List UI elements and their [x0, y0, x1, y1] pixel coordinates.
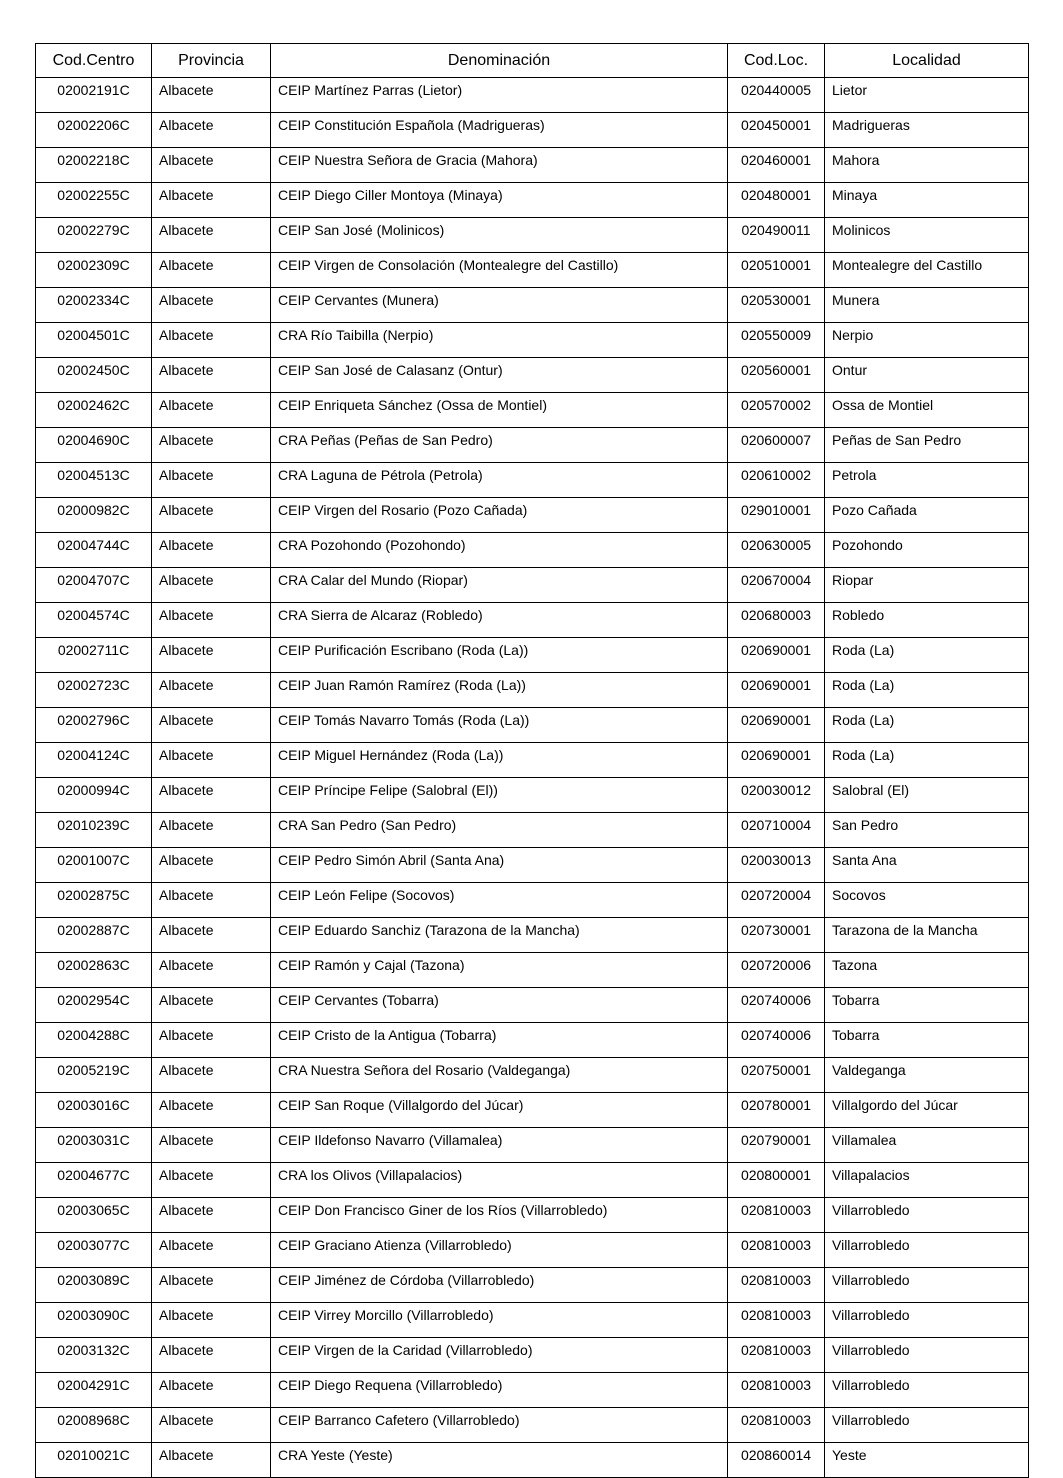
- localidad-cell: Socovos: [825, 883, 1029, 918]
- cod-centro-cell: 02004744C: [36, 533, 152, 568]
- localidad-cell: Minaya: [825, 183, 1029, 218]
- cod-loc-cell: 020450001: [728, 113, 825, 148]
- table-row: [36, 1233, 1029, 1268]
- table-row: [36, 498, 1029, 533]
- cod-centro-cell: 02002309C: [36, 253, 152, 288]
- cod-centro-cell: 02003065C: [36, 1198, 152, 1233]
- header-denominacion: Denominación: [271, 44, 728, 78]
- cod-loc-cell: 020740006: [728, 1023, 825, 1058]
- cod-centro-cell: 02003090C: [36, 1303, 152, 1338]
- localidad-cell: Roda (La): [825, 708, 1029, 743]
- cod-centro-cell: 02003132C: [36, 1338, 152, 1373]
- provincia-cell: Albacete: [152, 113, 271, 148]
- denominacion-cell: CEIP Miguel Hernández (Roda (La)): [271, 743, 728, 778]
- table-row: [36, 288, 1029, 323]
- cod-loc-cell: 020790001: [728, 1128, 825, 1163]
- cod-loc-cell: 029010001: [728, 498, 825, 533]
- denominacion-cell: CEIP Enriqueta Sánchez (Ossa de Montiel): [271, 393, 728, 428]
- localidad-cell: Roda (La): [825, 743, 1029, 778]
- cod-loc-cell: 020460001: [728, 148, 825, 183]
- localidad-cell: Molinicos: [825, 218, 1029, 253]
- header-row: [36, 44, 1029, 78]
- cod-centro-cell: 02004707C: [36, 568, 152, 603]
- cod-centro-cell: 02004124C: [36, 743, 152, 778]
- provincia-cell: Albacete: [152, 1373, 271, 1408]
- localidad-cell: Villamalea: [825, 1128, 1029, 1163]
- header-cod-centro: Cod.Centro: [36, 44, 152, 78]
- provincia-cell: Albacete: [152, 708, 271, 743]
- provincia-cell: Albacete: [152, 218, 271, 253]
- provincia-cell: Albacete: [152, 813, 271, 848]
- provincia-cell: Albacete: [152, 323, 271, 358]
- localidad-cell: Tobarra: [825, 988, 1029, 1023]
- denominacion-cell: CEIP Graciano Atienza (Villarrobledo): [271, 1233, 728, 1268]
- table-row: [36, 428, 1029, 463]
- table-row: [36, 253, 1029, 288]
- provincia-cell: Albacete: [152, 1163, 271, 1198]
- cod-loc-cell: 020810003: [728, 1233, 825, 1268]
- cod-centro-cell: 02004574C: [36, 603, 152, 638]
- localidad-cell: Mahora: [825, 148, 1029, 183]
- table-row: [36, 638, 1029, 673]
- cod-loc-cell: 020030013: [728, 848, 825, 883]
- cod-loc-cell: 020740006: [728, 988, 825, 1023]
- denominacion-cell: CEIP Nuestra Señora de Gracia (Mahora): [271, 148, 728, 183]
- cod-loc-cell: 020530001: [728, 288, 825, 323]
- header-provincia: Provincia: [152, 44, 271, 78]
- table-row: [36, 463, 1029, 498]
- cod-centro-cell: 02004690C: [36, 428, 152, 463]
- denominacion-cell: CRA Río Taibilla (Nerpio): [271, 323, 728, 358]
- provincia-cell: Albacete: [152, 988, 271, 1023]
- denominacion-cell: CEIP San José de Calasanz (Ontur): [271, 358, 728, 393]
- cod-loc-cell: 020680003: [728, 603, 825, 638]
- localidad-cell: Salobral (El): [825, 778, 1029, 813]
- cod-centro-cell: 02003077C: [36, 1233, 152, 1268]
- localidad-cell: Santa Ana: [825, 848, 1029, 883]
- cod-centro-cell: 02001007C: [36, 848, 152, 883]
- provincia-cell: Albacete: [152, 848, 271, 883]
- cod-centro-cell: 02003016C: [36, 1093, 152, 1128]
- localidad-cell: Tobarra: [825, 1023, 1029, 1058]
- provincia-cell: Albacete: [152, 953, 271, 988]
- cod-centro-cell: 02002875C: [36, 883, 152, 918]
- provincia-cell: Albacete: [152, 603, 271, 638]
- localidad-cell: Ontur: [825, 358, 1029, 393]
- provincia-cell: Albacete: [152, 358, 271, 393]
- denominacion-cell: CEIP Cervantes (Munera): [271, 288, 728, 323]
- denominacion-cell: CEIP Ildefonso Navarro (Villamalea): [271, 1128, 728, 1163]
- cod-loc-cell: 020810003: [728, 1303, 825, 1338]
- table-row: [36, 393, 1029, 428]
- localidad-cell: Pozohondo: [825, 533, 1029, 568]
- table-row: [36, 1128, 1029, 1163]
- cod-loc-cell: 020550009: [728, 323, 825, 358]
- denominacion-cell: CRA San Pedro (San Pedro): [271, 813, 728, 848]
- denominacion-cell: CEIP San José (Molinicos): [271, 218, 728, 253]
- cod-centro-cell: 02003031C: [36, 1128, 152, 1163]
- table-row: [36, 883, 1029, 918]
- cod-loc-cell: 020720006: [728, 953, 825, 988]
- provincia-cell: Albacete: [152, 1303, 271, 1338]
- cod-centro-cell: 02004677C: [36, 1163, 152, 1198]
- table-row: [36, 358, 1029, 393]
- table-row: [36, 848, 1029, 883]
- cod-centro-cell: 02010239C: [36, 813, 152, 848]
- table-row: [36, 113, 1029, 148]
- cod-loc-cell: 020670004: [728, 568, 825, 603]
- provincia-cell: Albacete: [152, 533, 271, 568]
- cod-loc-cell: 020510001: [728, 253, 825, 288]
- provincia-cell: Albacete: [152, 673, 271, 708]
- provincia-cell: Albacete: [152, 1023, 271, 1058]
- denominacion-cell: CRA Yeste (Yeste): [271, 1443, 728, 1478]
- provincia-cell: Albacete: [152, 883, 271, 918]
- cod-centro-cell: 02000982C: [36, 498, 152, 533]
- table-row: [36, 918, 1029, 953]
- localidad-cell: Villarrobledo: [825, 1233, 1029, 1268]
- cod-centro-cell: 02004288C: [36, 1023, 152, 1058]
- provincia-cell: Albacete: [152, 393, 271, 428]
- localidad-cell: San Pedro: [825, 813, 1029, 848]
- provincia-cell: Albacete: [152, 1093, 271, 1128]
- cod-centro-cell: 02002954C: [36, 988, 152, 1023]
- cod-loc-cell: 020480001: [728, 183, 825, 218]
- provincia-cell: Albacete: [152, 253, 271, 288]
- cod-loc-cell: 020810003: [728, 1408, 825, 1443]
- provincia-cell: Albacete: [152, 183, 271, 218]
- table-row: [36, 1408, 1029, 1443]
- cod-centro-cell: 02002723C: [36, 673, 152, 708]
- cod-loc-cell: 020780001: [728, 1093, 825, 1128]
- cod-centro-cell: 02010021C: [36, 1443, 152, 1478]
- cod-centro-cell: 02000994C: [36, 778, 152, 813]
- denominacion-cell: CEIP Constitución Española (Madrigueras): [271, 113, 728, 148]
- localidad-cell: Villarrobledo: [825, 1373, 1029, 1408]
- cod-loc-cell: 020810003: [728, 1198, 825, 1233]
- localidad-cell: Riopar: [825, 568, 1029, 603]
- denominacion-cell: CEIP Don Francisco Giner de los Ríos (Villarrobledo): [271, 1198, 728, 1233]
- denominacion-cell: CEIP Virgen del Rosario (Pozo Cañada): [271, 498, 728, 533]
- table-row: [36, 743, 1029, 778]
- table-row: [36, 603, 1029, 638]
- denominacion-cell: CEIP Virgen de Consolación (Montealegre del Castillo): [271, 253, 728, 288]
- cod-centro-cell: 02002796C: [36, 708, 152, 743]
- table-row: [36, 323, 1029, 358]
- cod-loc-cell: 020860014: [728, 1443, 825, 1478]
- cod-loc-cell: 020810003: [728, 1268, 825, 1303]
- localidad-cell: Tarazona de la Mancha: [825, 918, 1029, 953]
- localidad-cell: Montealegre del Castillo: [825, 253, 1029, 288]
- table-row: [36, 1023, 1029, 1058]
- localidad-cell: Robledo: [825, 603, 1029, 638]
- denominacion-cell: CEIP Cervantes (Tobarra): [271, 988, 728, 1023]
- table-row: [36, 988, 1029, 1023]
- table-row: [36, 778, 1029, 813]
- table-header: [36, 44, 1029, 78]
- table-row: [36, 218, 1029, 253]
- provincia-cell: Albacete: [152, 463, 271, 498]
- provincia-cell: Albacete: [152, 1233, 271, 1268]
- cod-centro-cell: 02002887C: [36, 918, 152, 953]
- localidad-cell: Lietor: [825, 78, 1029, 113]
- denominacion-cell: CRA Laguna de Pétrola (Petrola): [271, 463, 728, 498]
- denominacion-cell: CEIP Ramón y Cajal (Tazona): [271, 953, 728, 988]
- table-row: [36, 1163, 1029, 1198]
- table-row: [36, 1373, 1029, 1408]
- cod-centro-cell: 02002191C: [36, 78, 152, 113]
- denominacion-cell: CEIP Barranco Cafetero (Villarrobledo): [271, 1408, 728, 1443]
- provincia-cell: Albacete: [152, 288, 271, 323]
- provincia-cell: Albacete: [152, 1128, 271, 1163]
- cod-loc-cell: 020490011: [728, 218, 825, 253]
- header-localidad: Localidad: [825, 44, 1029, 78]
- localidad-cell: Nerpio: [825, 323, 1029, 358]
- cod-centro-cell: 02002255C: [36, 183, 152, 218]
- cod-centro-cell: 02002218C: [36, 148, 152, 183]
- provincia-cell: Albacete: [152, 78, 271, 113]
- denominacion-cell: CRA Pozohondo (Pozohondo): [271, 533, 728, 568]
- cod-loc-cell: 020560001: [728, 358, 825, 393]
- header-cod-loc: Cod.Loc.: [728, 44, 825, 78]
- cod-loc-cell: 020810003: [728, 1338, 825, 1373]
- denominacion-cell: CEIP Jiménez de Córdoba (Villarrobledo): [271, 1268, 728, 1303]
- provincia-cell: Albacete: [152, 778, 271, 813]
- denominacion-cell: CEIP Martínez Parras (Lietor): [271, 78, 728, 113]
- table-row: [36, 813, 1029, 848]
- localidad-cell: Villarrobledo: [825, 1198, 1029, 1233]
- denominacion-cell: CRA los Olivos (Villapalacios): [271, 1163, 728, 1198]
- denominacion-cell: CEIP León Felipe (Socovos): [271, 883, 728, 918]
- provincia-cell: Albacete: [152, 918, 271, 953]
- cod-centro-cell: 02003089C: [36, 1268, 152, 1303]
- localidad-cell: Roda (La): [825, 673, 1029, 708]
- denominacion-cell: CEIP Cristo de la Antigua (Tobarra): [271, 1023, 728, 1058]
- table-row: [36, 183, 1029, 218]
- cod-centro-cell: 02004513C: [36, 463, 152, 498]
- denominacion-cell: CRA Calar del Mundo (Riopar): [271, 568, 728, 603]
- provincia-cell: Albacete: [152, 1408, 271, 1443]
- denominacion-cell: CEIP Purificación Escribano (Roda (La)): [271, 638, 728, 673]
- cod-loc-cell: 020690001: [728, 743, 825, 778]
- denominacion-cell: CRA Nuestra Señora del Rosario (Valdeganga): [271, 1058, 728, 1093]
- table-row: [36, 78, 1029, 113]
- provincia-cell: Albacete: [152, 428, 271, 463]
- cod-centro-cell: 02002279C: [36, 218, 152, 253]
- cod-centro-cell: 02005219C: [36, 1058, 152, 1093]
- denominacion-cell: CEIP Diego Requena (Villarrobledo): [271, 1373, 728, 1408]
- cod-loc-cell: 020570002: [728, 393, 825, 428]
- cod-centro-cell: 02002711C: [36, 638, 152, 673]
- localidad-cell: Tazona: [825, 953, 1029, 988]
- cod-centro-cell: 02004501C: [36, 323, 152, 358]
- localidad-cell: Roda (La): [825, 638, 1029, 673]
- provincia-cell: Albacete: [152, 148, 271, 183]
- cod-centro-cell: 02002863C: [36, 953, 152, 988]
- table-row: [36, 1058, 1029, 1093]
- cod-loc-cell: 020440005: [728, 78, 825, 113]
- localidad-cell: Pozo Cañada: [825, 498, 1029, 533]
- localidad-cell: Ossa de Montiel: [825, 393, 1029, 428]
- table-row: [36, 1443, 1029, 1478]
- cod-loc-cell: 020810003: [728, 1373, 825, 1408]
- denominacion-cell: CRA Sierra de Alcaraz (Robledo): [271, 603, 728, 638]
- denominacion-cell: CEIP Tomás Navarro Tomás (Roda (La)): [271, 708, 728, 743]
- cod-loc-cell: 020690001: [728, 673, 825, 708]
- table-row: [36, 1198, 1029, 1233]
- localidad-cell: Villarrobledo: [825, 1268, 1029, 1303]
- cod-loc-cell: 020710004: [728, 813, 825, 848]
- table-body: [36, 78, 1029, 1478]
- localidad-cell: Munera: [825, 288, 1029, 323]
- localidad-cell: Madrigueras: [825, 113, 1029, 148]
- localidad-cell: Villarrobledo: [825, 1338, 1029, 1373]
- provincia-cell: Albacete: [152, 1268, 271, 1303]
- denominacion-cell: CEIP Diego Ciller Montoya (Minaya): [271, 183, 728, 218]
- denominacion-cell: CEIP Virgen de la Caridad (Villarrobledo): [271, 1338, 728, 1373]
- cod-loc-cell: 020030012: [728, 778, 825, 813]
- denominacion-cell: CEIP Príncipe Felipe (Salobral (El)): [271, 778, 728, 813]
- provincia-cell: Albacete: [152, 498, 271, 533]
- cod-loc-cell: 020720004: [728, 883, 825, 918]
- provincia-cell: Albacete: [152, 1338, 271, 1373]
- denominacion-cell: CEIP San Roque (Villalgordo del Júcar): [271, 1093, 728, 1128]
- table-row: [36, 533, 1029, 568]
- localidad-cell: Villarrobledo: [825, 1303, 1029, 1338]
- provincia-cell: Albacete: [152, 1443, 271, 1478]
- table-row: [36, 673, 1029, 708]
- provincia-cell: Albacete: [152, 568, 271, 603]
- cod-centro-cell: 02002334C: [36, 288, 152, 323]
- table-row: [36, 708, 1029, 743]
- provincia-cell: Albacete: [152, 743, 271, 778]
- cod-loc-cell: 020600007: [728, 428, 825, 463]
- table-row: [36, 1093, 1029, 1128]
- cod-centro-cell: 02008968C: [36, 1408, 152, 1443]
- schools-table: [35, 43, 1029, 1478]
- table-row: [36, 568, 1029, 603]
- cod-loc-cell: 020690001: [728, 638, 825, 673]
- localidad-cell: Villapalacios: [825, 1163, 1029, 1198]
- denominacion-cell: CEIP Virrey Morcillo (Villarrobledo): [271, 1303, 728, 1338]
- cod-centro-cell: 02002450C: [36, 358, 152, 393]
- localidad-cell: Peñas de San Pedro: [825, 428, 1029, 463]
- table-row: [36, 953, 1029, 988]
- cod-centro-cell: 02004291C: [36, 1373, 152, 1408]
- cod-centro-cell: 02002206C: [36, 113, 152, 148]
- denominacion-cell: CEIP Juan Ramón Ramírez (Roda (La)): [271, 673, 728, 708]
- table-row: [36, 148, 1029, 183]
- provincia-cell: Albacete: [152, 1198, 271, 1233]
- denominacion-cell: CEIP Eduardo Sanchiz (Tarazona de la Mancha): [271, 918, 728, 953]
- localidad-cell: Valdeganga: [825, 1058, 1029, 1093]
- cod-loc-cell: 020690001: [728, 708, 825, 743]
- provincia-cell: Albacete: [152, 638, 271, 673]
- denominacion-cell: CEIP Pedro Simón Abril (Santa Ana): [271, 848, 728, 883]
- cod-centro-cell: 02002462C: [36, 393, 152, 428]
- denominacion-cell: CRA Peñas (Peñas de San Pedro): [271, 428, 728, 463]
- table-row: [36, 1338, 1029, 1373]
- cod-loc-cell: 020610002: [728, 463, 825, 498]
- localidad-cell: Yeste: [825, 1443, 1029, 1478]
- localidad-cell: Villarrobledo: [825, 1408, 1029, 1443]
- table-row: [36, 1303, 1029, 1338]
- cod-loc-cell: 020730001: [728, 918, 825, 953]
- localidad-cell: Villalgordo del Júcar: [825, 1093, 1029, 1128]
- cod-loc-cell: 020750001: [728, 1058, 825, 1093]
- cod-loc-cell: 020630005: [728, 533, 825, 568]
- provincia-cell: Albacete: [152, 1058, 271, 1093]
- cod-loc-cell: 020800001: [728, 1163, 825, 1198]
- table-row: [36, 1268, 1029, 1303]
- localidad-cell: Petrola: [825, 463, 1029, 498]
